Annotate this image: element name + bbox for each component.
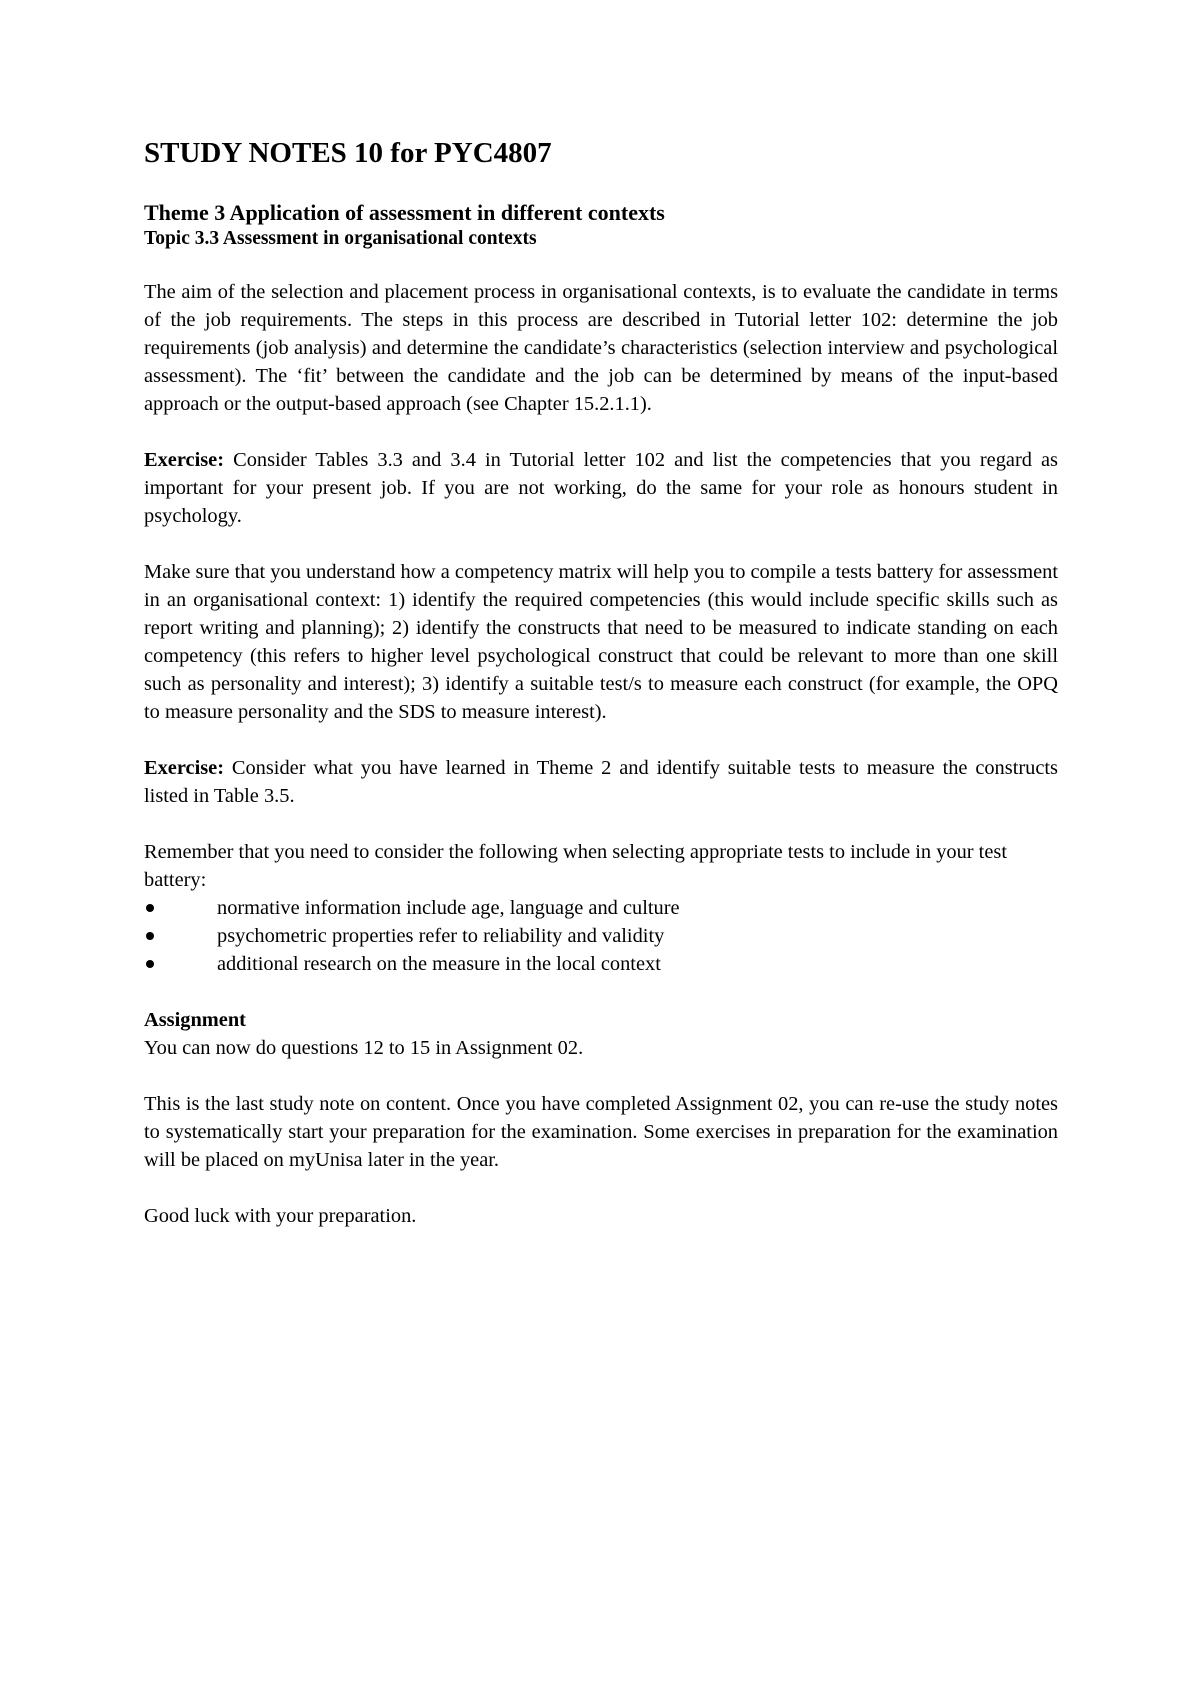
- exercise-1-paragraph: [144, 446, 1058, 530]
- assignment-text: You can now do questions 12 to 15 in Assignment 02.: [144, 1037, 584, 1059]
- bullet-icon: [146, 932, 154, 940]
- bullet-icon: [146, 960, 154, 968]
- list-item-text: psychometric properties refer to reliability and validity: [217, 925, 665, 947]
- exercise-2-text: Consider what you have learned in Theme 2 and identify suitable tests to measure the constructs listed in Table 3.5.: [144, 757, 1058, 807]
- document-body: [144, 136, 1058, 1258]
- bullet-icon: [146, 904, 154, 912]
- exercise-1-label: Exercise:: [144, 449, 225, 471]
- document-title: STUDY NOTES 10 for PYC4807: [144, 137, 552, 169]
- exercise-1-text: Consider Tables 3.3 and 3.4 in Tutorial letter 102 and list the competencies that you regard as important for your present job. If you are not working, do the same for your role as honours student in psychology.: [144, 449, 1058, 527]
- criteria-list: [144, 894, 1058, 978]
- competency-matrix-paragraph: Make sure that you understand how a competency matrix will help you to compile a tests battery for assessment in an organisational context: 1) identify the required competencies (this would include specific skills such as report writing and planning); 2) identify the constructs that need to be measured to indicate standing on each competency (this refers to higher level psychological construct that could be relevant to more than one skill such as personality and interest); 3) identify a suitable test/s to measure each construct (for example, the OPQ to measure personality and the SDS to measure interest).: [144, 561, 1058, 723]
- list-item: [144, 950, 1058, 978]
- sign-off: Good luck with your preparation.: [144, 1205, 417, 1227]
- list-item: [144, 922, 1058, 950]
- theme-heading: Theme 3 Application of assessment in different contexts: [144, 200, 665, 225]
- remember-paragraph: Remember that you need to consider the following when selecting appropriate tests to include in your test battery:: [144, 841, 1007, 891]
- list-item-text: normative information include age, language and culture: [217, 897, 680, 919]
- intro-paragraph: The aim of the selection and placement process in organisational contexts, is to evaluate the candidate in terms of the job requirements. The steps in this process are described in Tutorial letter 102: determine the job requirements (job analysis) and determine the candidate’s characteristics (selection interview and psychological assessment). The ‘fit’ between the candidate and the job can be determined by means of the input-based approach or the output-based approach (see Chapter 15.2.1.1).: [144, 281, 1058, 415]
- list-item-text: additional research on the measure in the local context: [217, 953, 661, 975]
- exercise-2-label: Exercise:: [144, 757, 225, 779]
- exercise-2-paragraph: [144, 754, 1058, 810]
- closing-paragraph: This is the last study note on content. Once you have completed Assignment 02, you can re-use the study notes to systematically start your preparation for the examination. Some exercises in preparation for the examination will be placed on myUnisa later in the year.: [144, 1093, 1058, 1171]
- assignment-heading: Assignment: [144, 1009, 246, 1031]
- list-item: [144, 894, 1058, 922]
- topic-heading: Topic 3.3 Assessment in organisational contexts: [144, 228, 537, 249]
